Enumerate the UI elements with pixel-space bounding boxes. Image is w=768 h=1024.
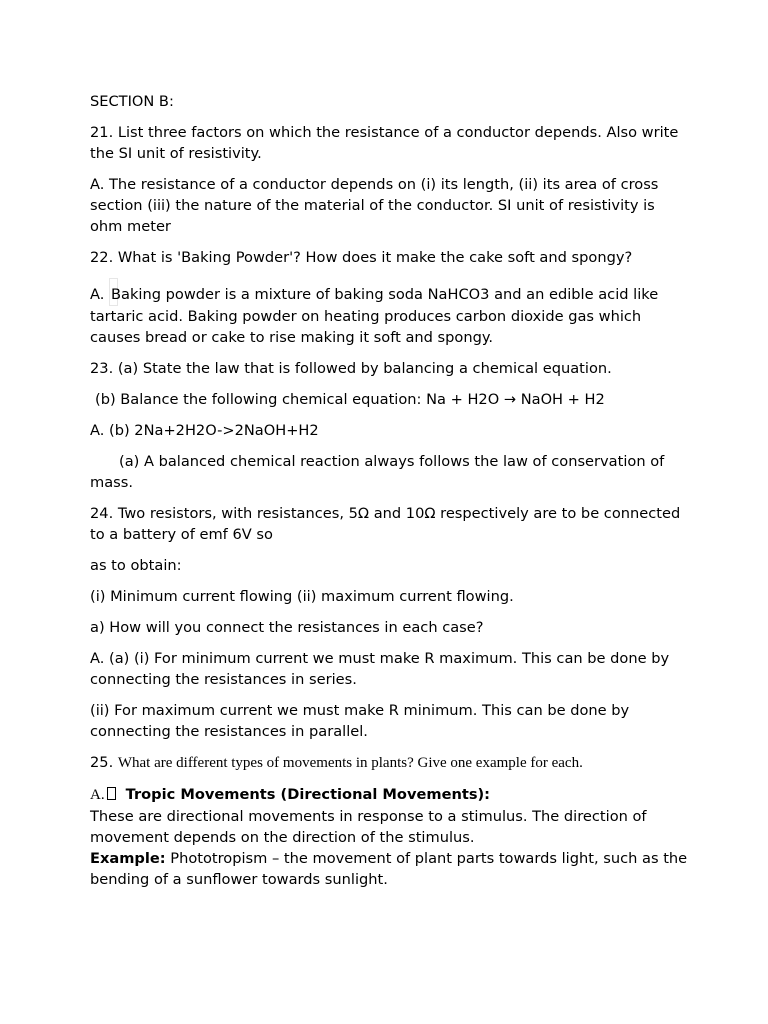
answer-25-heading-line [90,784,690,806]
question-23-b: (b) Balance the following chemical equation: Na + H2O → NaOH + H2 [95,391,605,408]
question-23-a: 23. (a) State the law that is followed by balancing a chemical equation. [90,360,612,377]
answer-22-text: Baking powder is a mixture of baking soda NaHCO3 and an edible acid like tartaric acid. Baking powder on heating produces carbon dioxide gas which causes bread or cake to rise making it soft and spongy. [90,286,663,346]
answer-22-prefix: A. [90,286,110,303]
answer-25-description: These are directional movements in response to a stimulus. The direction of movement depends on the direction of the stimulus. [90,808,652,846]
answer-23-a [90,451,690,493]
section-title: SECTION B: [90,93,174,110]
question-21: 21. List three factors on which the resistance of a conductor depends. Also write the SI unit of resistivity. [90,124,684,162]
question-24-line2: as to obtain: [90,557,182,574]
question-25-text: What are different types of movements in plants? Give one example for each. [117,755,583,771]
answer-25-heading: Tropic Movements (Directional Movements): [125,786,491,803]
answer-25-example [90,848,690,890]
question-24-line3: (i) Minimum current flowing (ii) maximum current flowing. [90,588,514,605]
question-24-line4: a) How will you connect the resistances in each case? [90,619,484,636]
answer-24-i: A. (a) (i) For minimum current we must make R maximum. This can be done by connecting the resistances in series. [90,650,674,688]
answer-25-prefix: A. [90,787,105,803]
question-25 [90,752,690,774]
answer-24-ii: (ii) For maximum current we must make R minimum. This can be done by connecting the resistances in parallel. [90,702,634,740]
missing-glyph-icon [107,787,116,800]
question-25-number: 25. [90,754,118,771]
answer-22 [90,278,690,348]
question-22: 22. What is 'Baking Powder'? How does it make the cake soft and spongy? [90,249,633,266]
example-label: Example: [90,850,166,867]
question-24-line1: 24. Two resistors, with resistances, 5Ω and 10Ω respectively are to be connected to a battery of emf 6V so [90,505,685,543]
example-text: Phototropism – the movement of plant parts towards light, such as the bending of a sunflower towards sunlight. [90,850,692,888]
answer-21: A. The resistance of a conductor depends on (i) its length, (ii) its area of cross section (iii) the nature of the material of the conductor. SI unit of resistivity is ohm meter [90,176,664,235]
document-page [90,91,690,900]
answer-23-a-text: (a) A balanced chemical reaction always follows the law of conservation of mass. [90,453,669,491]
answer-23-b: A. (b) 2Na+2H2O->2NaOH+H2 [90,422,319,439]
